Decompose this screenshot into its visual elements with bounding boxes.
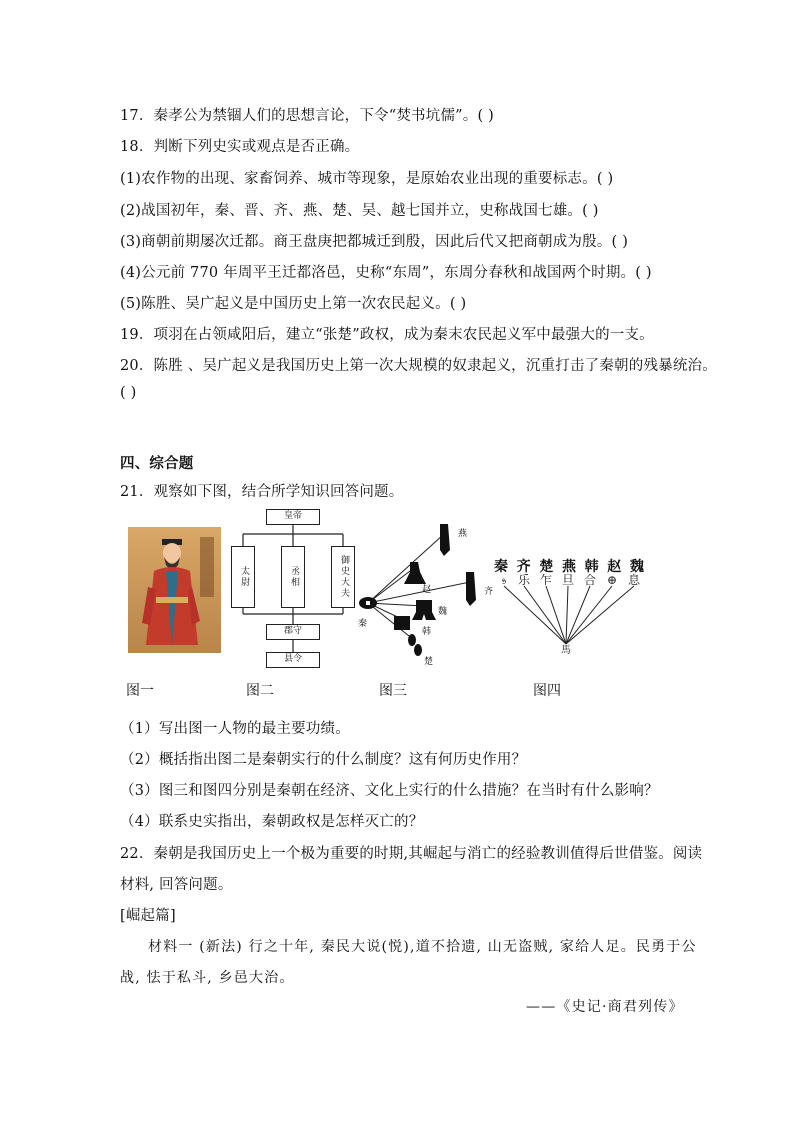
question-20-answer-paren: ( ): [120, 385, 137, 401]
question-21-part-1: （1）写出图一人物的最主要功绩。: [120, 721, 350, 737]
box-emperor: 皇帝: [266, 509, 320, 525]
label-chu: 楚: [424, 657, 434, 667]
ancient-glyph-unified: 馬: [561, 645, 571, 656]
material-1-line-1: 材料一 (新法) 行之十年, 秦民大说(悦),道不拾遗, 山无盗贼, 家给人足。民勇于公: [148, 939, 697, 955]
ancient-glyph-qin: 𝔰: [501, 573, 507, 587]
ancient-glyph-qi: 乐: [517, 573, 531, 587]
box-junshou: 郡守: [266, 624, 320, 640]
figure-3-currency-diagram: [352, 520, 502, 670]
question-22-line-2: 材料, 回答问题。: [120, 877, 233, 893]
question-19: 19．项羽在占领咸阳后，建立“张楚”政权，成为秦末农民起义军中最强大的一支。: [120, 327, 654, 343]
section-heading: 四、综合题: [120, 455, 194, 472]
ancient-glyph-yan: 旦: [561, 573, 575, 587]
question-17: 17．秦孝公为禁锢人们的思想言论，下令“焚书坑儒”。( ): [120, 108, 494, 124]
question-21-part-4: （4）联系史实指出，秦朝政权是怎样灭亡的？: [120, 814, 424, 830]
question-22-line-1: 22．秦朝是我国历史上一个极为重要的时期,其崛起与消亡的经验教训值得后世借鉴。阅读: [120, 846, 703, 862]
box-chengxiang: 丞相: [281, 546, 305, 608]
state-qi: 齐: [516, 559, 531, 575]
state-han: 韩: [584, 559, 599, 575]
state-yan: 燕: [561, 559, 576, 575]
material-1-line-2: 战, 怯于私斗, 乡邑大治。: [120, 970, 295, 986]
box-xianling: 县令: [266, 652, 320, 668]
label-wei: 魏: [438, 607, 448, 617]
question-18: 18．判断下列史实或观点是否正确。: [120, 139, 360, 155]
question-21: 21．观察如下图，结合所学知识回答问题。: [120, 484, 404, 500]
ancient-glyph-han: 合: [583, 573, 597, 587]
label-han: 韩: [422, 627, 432, 637]
material-1-source: ——《史记·商君列传》: [526, 999, 684, 1015]
box-taiwei: 太尉: [231, 546, 255, 608]
figure-1-portrait: [128, 527, 221, 653]
ancient-glyph-wei: 息: [627, 573, 641, 587]
question-18-item-5: (5)陈胜、吴广起义是中国历史上第一次农民起义。( ): [120, 296, 467, 312]
label-qin: 秦: [358, 619, 368, 629]
label-zhao: 赵: [422, 585, 432, 595]
state-zhao: 赵: [607, 559, 622, 575]
question-18-item-3: (3)商朝前期屡次迁都。商王盘庚把都城迁到殷，因此后代又把商朝成为殷。( ): [120, 234, 629, 250]
figure-2-government-chart: [228, 506, 358, 674]
question-18-item-4: (4)公元前 770 年周平王迁都洛邑，史称“东周”，东周分春秋和战国两个时期。( ): [120, 265, 652, 281]
figure-label-1: 图一: [126, 683, 154, 699]
state-chu: 楚: [539, 559, 554, 575]
question-21-part-3: （3）图三和图四分别是秦朝在经济、文化上实行的什么措施？在当时有什么影响？: [120, 783, 659, 799]
ancient-glyph-chu: 乍: [539, 573, 553, 587]
figure-4-state-names: [494, 556, 644, 575]
rise-heading: [崛起篇]: [120, 908, 176, 924]
box-yushidafu: 御史大夫: [331, 546, 355, 608]
state-wei: 魏: [629, 559, 644, 575]
label-yan: 燕: [458, 529, 468, 539]
figure-label-4: 图四: [533, 683, 561, 699]
figure-label-3: 图三: [379, 683, 407, 699]
question-18-item-2: (2)战国初年，秦、晋、齐、燕、楚、吴、越七国并立，史称战国七雄。( ): [120, 203, 599, 219]
question-21-part-2: （2）概括指出图二是秦朝实行的什么制度？这有何历史作用？: [120, 752, 527, 768]
figure-4-script-diagram: [494, 556, 644, 656]
figure-label-2: 图二: [246, 683, 274, 699]
label-qi: 齐: [484, 587, 494, 597]
question-20: 20．陈胜 、吴广起义是我国历史上第一次大规模的奴隶起义，沉重打击了秦朝的残暴统治。: [120, 358, 717, 374]
ancient-glyph-zhao: ⊕: [606, 573, 618, 587]
state-qin: 秦: [494, 559, 508, 575]
question-18-item-1: (1)农作物的出现、家畜饲养、城市等现象，是原始农业出现的重要标志。( ): [120, 171, 614, 187]
